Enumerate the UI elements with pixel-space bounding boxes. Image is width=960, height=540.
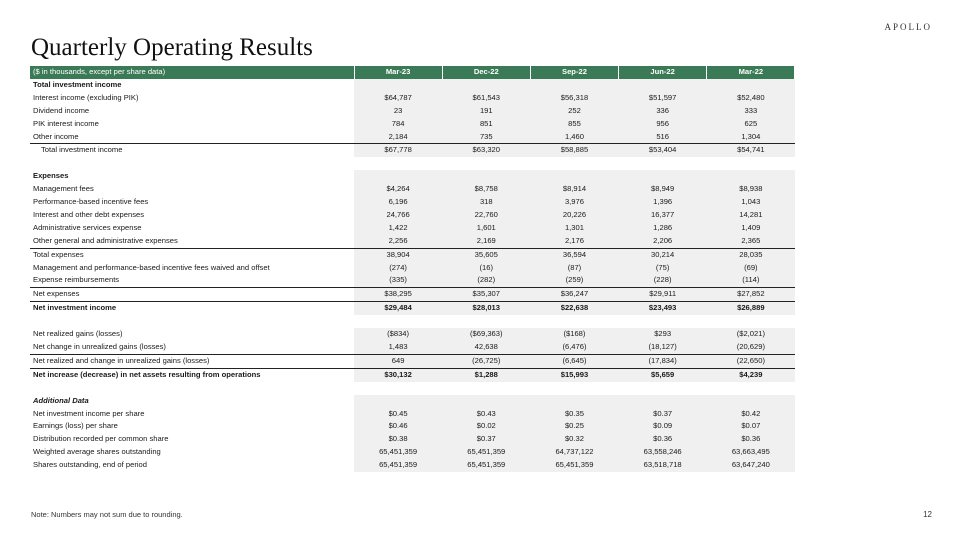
cell-value: $29,484 [354, 302, 442, 315]
cell-value: 23 [354, 105, 442, 118]
cell-value: $0.46 [354, 420, 442, 433]
cell-value: $1,288 [442, 368, 530, 381]
cell-value: (26,725) [442, 354, 530, 368]
cell-value: $0.02 [442, 420, 530, 433]
cell-value [354, 382, 442, 395]
cell-value: 64,737,122 [530, 446, 618, 459]
table-row [30, 354, 795, 368]
cell-value: $28,013 [442, 302, 530, 315]
cell-value [354, 315, 442, 328]
table-row [30, 92, 795, 105]
cell-value: $0.42 [707, 408, 795, 421]
table-row [30, 79, 795, 92]
row-label: Expense reimbursements [33, 275, 120, 285]
table-row [30, 433, 795, 446]
table-row [30, 235, 795, 248]
cell-value [707, 315, 795, 328]
table-row [30, 446, 795, 459]
row-label: Net increase (decrease) in net assets resulting from operations [30, 368, 354, 381]
table-row [30, 209, 795, 222]
cell-value: $54,741 [707, 144, 795, 157]
row-label [30, 157, 354, 170]
cell-value [354, 79, 442, 92]
cell-value: 65,451,359 [442, 459, 530, 472]
cell-value [707, 170, 795, 183]
cell-value [707, 395, 795, 408]
cell-value: $30,132 [354, 368, 442, 381]
cell-value: 1,409 [707, 222, 795, 235]
cell-value: 42,638 [442, 341, 530, 354]
table-row [30, 196, 795, 209]
row-label: Performance-based incentive fees [33, 197, 149, 207]
cell-value [530, 382, 618, 395]
table-row [30, 341, 795, 354]
cell-value: $0.43 [442, 408, 530, 421]
cell-value: $0.37 [619, 408, 707, 421]
cell-value: $22,638 [530, 302, 618, 315]
cell-value: 65,451,359 [354, 446, 442, 459]
column-header: Sep-22 [530, 66, 618, 79]
table-row [30, 459, 795, 472]
cell-value [707, 79, 795, 92]
cell-value: $0.09 [619, 420, 707, 433]
column-header: Mar-22 [707, 66, 795, 79]
table-row [30, 248, 795, 261]
cell-value: 63,518,718 [619, 459, 707, 472]
cell-value [442, 315, 530, 328]
page-number: 12 [923, 510, 932, 519]
row-label: Other general and administrative expenses [33, 235, 178, 245]
cell-value: $0.36 [707, 433, 795, 446]
cell-value: 956 [619, 118, 707, 131]
cell-value: (75) [619, 262, 707, 275]
table-row [30, 144, 795, 157]
cell-value: 333 [707, 105, 795, 118]
cell-value [619, 79, 707, 92]
cell-value: $8,949 [619, 183, 707, 196]
cell-value [530, 157, 618, 170]
cell-value: 735 [442, 131, 530, 144]
column-header: Mar-23 [354, 66, 442, 79]
cell-value: 22,760 [442, 209, 530, 222]
row-label [30, 382, 354, 395]
cell-value: $0.07 [707, 420, 795, 433]
row-label: Dividend income [33, 105, 90, 115]
cell-value: 2,256 [354, 235, 442, 248]
row-label: Net realized gains (losses) [33, 329, 123, 339]
cell-value: $8,914 [530, 183, 618, 196]
row-label: Distribution recorded per common share [33, 434, 169, 444]
cell-value: 318 [442, 196, 530, 209]
cell-value: (17,834) [619, 354, 707, 368]
cell-value: 20,226 [530, 209, 618, 222]
row-label: Earnings (loss) per share [33, 421, 118, 431]
operating-results-table [30, 66, 795, 472]
row-label: Additional Data [33, 395, 89, 405]
cell-value: 16,377 [619, 209, 707, 222]
row-label: Net change in unrealized gains (losses) [33, 342, 166, 351]
table-row [30, 105, 795, 118]
cell-value: $64,787 [354, 92, 442, 105]
cell-value [619, 170, 707, 183]
cell-value: $0.35 [530, 408, 618, 421]
cell-value: 855 [530, 118, 618, 131]
table-row [30, 302, 795, 315]
cell-value: 2,365 [707, 235, 795, 248]
cell-value: $8,938 [707, 183, 795, 196]
cell-value: $51,597 [619, 92, 707, 105]
spacer-row [30, 382, 795, 395]
cell-value [354, 395, 442, 408]
cell-value [442, 79, 530, 92]
table-row [30, 170, 795, 183]
cell-value: 2,176 [530, 235, 618, 248]
cell-value: (6,645) [530, 354, 618, 368]
row-label: Expenses [33, 171, 69, 181]
cell-value: (6,476) [530, 341, 618, 354]
cell-value: 6,196 [354, 196, 442, 209]
cell-value: 2,169 [442, 235, 530, 248]
row-label: Administrative services expense [33, 222, 142, 232]
cell-value [619, 395, 707, 408]
spacer-row [30, 315, 795, 328]
cell-value: $293 [619, 328, 707, 341]
cell-value: $53,404 [619, 144, 707, 157]
row-label: PIK interest income [33, 118, 99, 128]
cell-value: 516 [619, 131, 707, 144]
cell-value: $0.36 [619, 433, 707, 446]
cell-value: 1,460 [530, 131, 618, 144]
cell-value: 1,304 [707, 131, 795, 144]
column-header: Jun-22 [619, 66, 707, 79]
cell-value: ($168) [530, 328, 618, 341]
table-row [30, 183, 795, 196]
table-row [30, 420, 795, 433]
cell-value: 65,451,359 [530, 459, 618, 472]
row-label: Other income [33, 131, 79, 141]
cell-value: $61,543 [442, 92, 530, 105]
cell-value: (20,629) [707, 341, 795, 354]
cell-value: $0.32 [530, 433, 618, 446]
cell-value: 28,035 [707, 248, 795, 261]
cell-value [442, 157, 530, 170]
row-label: Interest income (excluding PIK) [33, 92, 139, 102]
cell-value [530, 395, 618, 408]
cell-value: 65,451,359 [442, 446, 530, 459]
table-row [30, 368, 795, 381]
cell-value: 35,605 [442, 248, 530, 261]
cell-value: 63,663,495 [707, 446, 795, 459]
row-label: Weighted average shares outstanding [33, 447, 161, 457]
cell-value: (16) [442, 262, 530, 275]
cell-value: 1,601 [442, 222, 530, 235]
cell-value: (22,650) [707, 354, 795, 368]
cell-value: 24,766 [354, 209, 442, 222]
row-label: Total investment income [30, 144, 354, 157]
units-caption: ($ in thousands, except per share data) [30, 66, 354, 79]
cell-value: 1,396 [619, 196, 707, 209]
table-row [30, 222, 795, 235]
row-label: Total expenses [30, 248, 354, 261]
cell-value: 336 [619, 105, 707, 118]
cell-value: $67,778 [354, 144, 442, 157]
cell-value: 38,904 [354, 248, 442, 261]
cell-value: 1,301 [530, 222, 618, 235]
column-header: Dec-22 [442, 66, 530, 79]
table-row [30, 395, 795, 408]
cell-value: $35,307 [442, 288, 530, 302]
cell-value: $0.38 [354, 433, 442, 446]
cell-value: ($2,021) [707, 328, 795, 341]
row-label: Shares outstanding, end of period [33, 460, 147, 470]
cell-value: $52,480 [707, 92, 795, 105]
cell-value: (335) [354, 274, 442, 287]
cell-value: 14,281 [707, 209, 795, 222]
row-label: Management fees [33, 184, 94, 194]
cell-value: ($834) [354, 328, 442, 341]
cell-value: (282) [442, 274, 530, 287]
table-row [30, 118, 795, 131]
cell-value [707, 157, 795, 170]
table-row [30, 131, 795, 144]
cell-value: 3,976 [530, 196, 618, 209]
cell-value: $4,264 [354, 183, 442, 196]
cell-value: $0.25 [530, 420, 618, 433]
cell-value: 1,422 [354, 222, 442, 235]
cell-value [530, 170, 618, 183]
cell-value: $38,295 [354, 288, 442, 302]
cell-value: 252 [530, 105, 618, 118]
cell-value: $4,239 [707, 368, 795, 381]
row-label: Net investment income per share [33, 408, 145, 418]
cell-value: 2,206 [619, 235, 707, 248]
spacer-row [30, 157, 795, 170]
page-title: Quarterly Operating Results [31, 34, 313, 61]
cell-value: ($69,363) [442, 328, 530, 341]
table-header-row [30, 66, 795, 79]
cell-value: (87) [530, 262, 618, 275]
cell-value: 1,286 [619, 222, 707, 235]
cell-value: (69) [707, 262, 795, 275]
cell-value: 63,558,246 [619, 446, 707, 459]
table-row [30, 262, 795, 275]
cell-value: $36,247 [530, 288, 618, 302]
apollo-logo: APOLLO [884, 22, 932, 32]
table-row [30, 288, 795, 302]
cell-value: 1,483 [354, 341, 442, 354]
cell-value [619, 157, 707, 170]
cell-value: 191 [442, 105, 530, 118]
cell-value: 30,214 [619, 248, 707, 261]
cell-value [530, 79, 618, 92]
cell-value: 649 [354, 354, 442, 368]
cell-value: $0.37 [442, 433, 530, 446]
cell-value: $58,885 [530, 144, 618, 157]
row-label: Management and performance-based incentive fees waived and offset [33, 262, 270, 272]
cell-value [442, 395, 530, 408]
cell-value: 1,043 [707, 196, 795, 209]
cell-value: $8,758 [442, 183, 530, 196]
cell-value: $27,852 [707, 288, 795, 302]
cell-value: $23,493 [619, 302, 707, 315]
table-row [30, 328, 795, 341]
row-label: Net investment income [30, 302, 354, 315]
row-label: Net expenses [30, 288, 354, 302]
cell-value [619, 315, 707, 328]
cell-value: $29,911 [619, 288, 707, 302]
cell-value: (228) [619, 274, 707, 287]
cell-value [442, 382, 530, 395]
cell-value: (18,127) [619, 341, 707, 354]
cell-value [619, 382, 707, 395]
cell-value: 851 [442, 118, 530, 131]
cell-value: (259) [530, 274, 618, 287]
cell-value: (274) [354, 262, 442, 275]
cell-value [354, 157, 442, 170]
cell-value: 65,451,359 [354, 459, 442, 472]
cell-value: 63,647,240 [707, 459, 795, 472]
cell-value: 625 [707, 118, 795, 131]
row-label: Interest and other debt expenses [33, 209, 145, 219]
cell-value: $5,659 [619, 368, 707, 381]
cell-value [442, 170, 530, 183]
cell-value: $15,993 [530, 368, 618, 381]
table-body [30, 79, 795, 472]
cell-value: $26,889 [707, 302, 795, 315]
cell-value: $0.45 [354, 408, 442, 421]
cell-value: $63,320 [442, 144, 530, 157]
row-label: Total investment income [33, 79, 122, 89]
table-row [30, 274, 795, 287]
cell-value: 36,594 [530, 248, 618, 261]
cell-value [354, 170, 442, 183]
cell-value: 2,184 [354, 131, 442, 144]
cell-value: (114) [707, 274, 795, 287]
row-label [30, 315, 354, 328]
row-label: Net realized and change in unrealized gains (losses) [30, 354, 354, 368]
footnote: Note: Numbers may not sum due to rounding. [31, 510, 183, 519]
cell-value [707, 382, 795, 395]
cell-value: $56,318 [530, 92, 618, 105]
cell-value [530, 315, 618, 328]
table-row [30, 408, 795, 421]
cell-value: 784 [354, 118, 442, 131]
